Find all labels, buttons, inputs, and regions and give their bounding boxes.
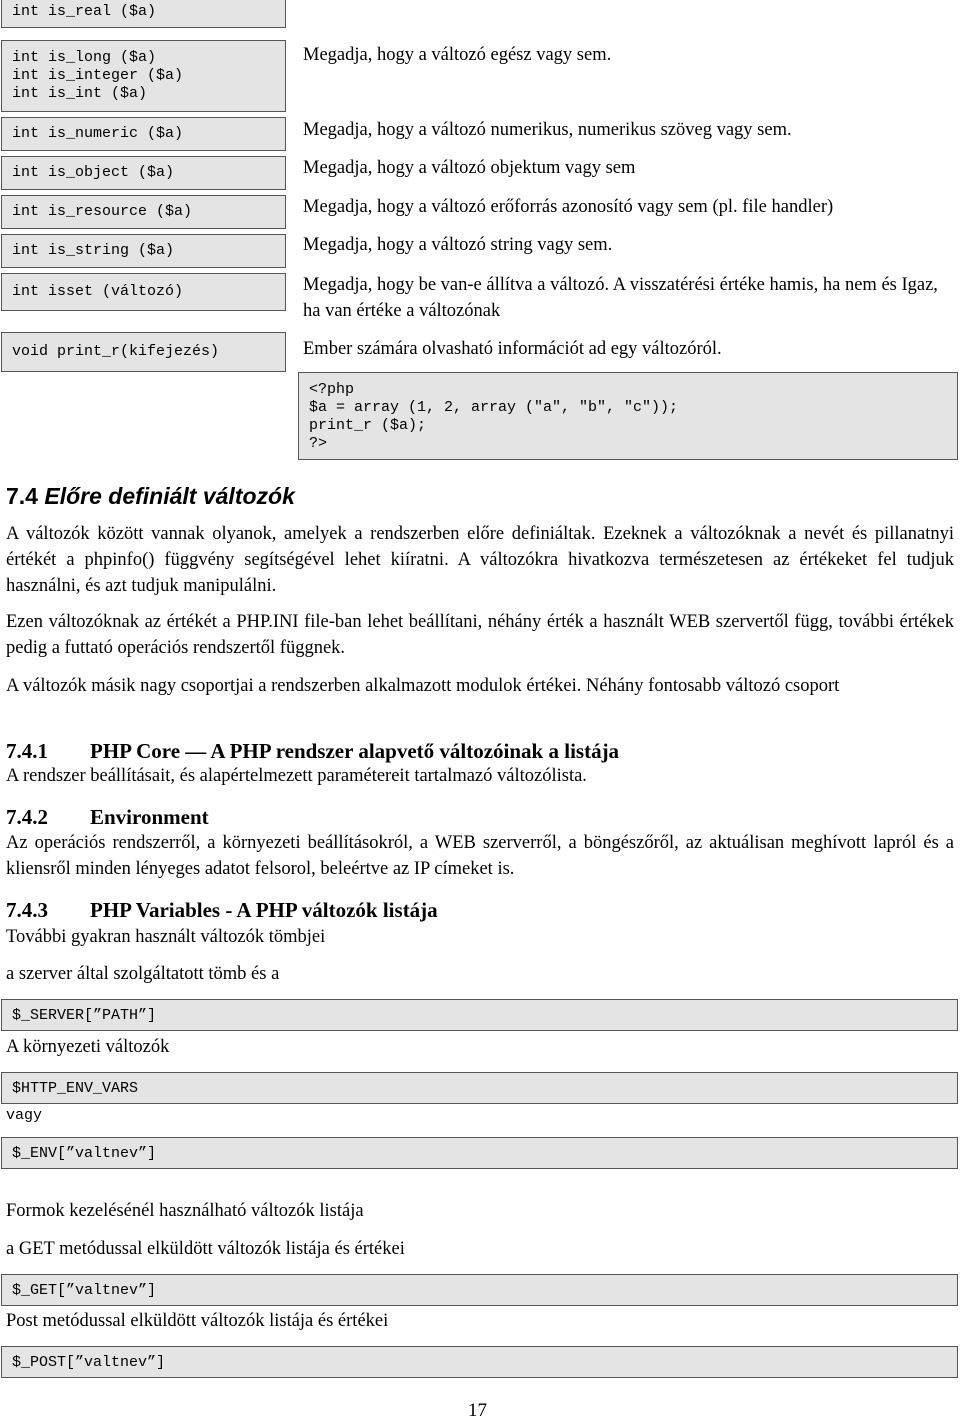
- function-signature: int is_int ($a): [12, 85, 148, 102]
- subsection-heading: [6, 738, 619, 764]
- paragraph: További gyakran használt változók tömbjei: [6, 927, 326, 947]
- paragraph: Post metódussal elküldött változók listája és értékei: [6, 1311, 389, 1331]
- code-line: <?php: [309, 381, 355, 398]
- paragraph: A változók másik nagy csoportjai a rendszerben alkalmazott modulok értékei. Néhány fontosabb változó csoport: [6, 676, 840, 696]
- function-signature-cell: [1, 40, 286, 112]
- paragraph: Formok kezelésénél használható változók listája: [6, 1201, 364, 1221]
- code-box: [1, 1274, 958, 1306]
- code-line: print_r ($a);: [309, 417, 427, 434]
- section-heading: [6, 483, 295, 510]
- subsection-number: 7.4.1: [6, 739, 48, 763]
- function-signature: int is_string ($a): [12, 242, 175, 259]
- function-signature: void print_r(kifejezés): [12, 343, 220, 360]
- page-number: 17: [468, 1400, 487, 1421]
- section-number: 7.4: [6, 483, 38, 509]
- code-box: [1, 1346, 958, 1378]
- function-signature-cell: [1, 195, 286, 229]
- code-line: $_GET[”valtnev”]: [12, 1282, 157, 1299]
- code-box: [1, 1137, 958, 1169]
- code-line: $_POST[”valtnev”]: [12, 1354, 166, 1371]
- function-signature-cell: [1, 117, 286, 151]
- code-example: [298, 372, 958, 460]
- code-line: $_ENV[”valtnev”]: [12, 1145, 157, 1162]
- function-description: Megadja, hogy a változó string vagy sem.: [303, 235, 613, 255]
- paragraph: Az operációs rendszerről, a környezeti beállításokról, a WEB szerverről, a böngészőről, az aktuálisan meghívott lapról és a kliensről minden lényeges adatot felsorol, beleértve az IP címeket is.: [6, 833, 954, 879]
- paragraph: A környezeti változók: [6, 1037, 170, 1057]
- function-signature: int isset (változó): [12, 283, 184, 300]
- function-signature: int is_long ($a): [12, 49, 157, 66]
- paragraph: A változók között vannak olyanok, amelyek a rendszerben előre definiáltak. Ezeknek a változóknak a nevét és pillanatnyi értékét a phpinfo() függvény segítségével lehet kiíratni. A változókra hivatkozva természetesen az értékeket fel tudjuk használni, és azt tudjuk manipulálni.: [6, 524, 954, 596]
- code-line: $_SERVER[”PATH”]: [12, 1007, 157, 1024]
- function-description: Megadja, hogy a változó numerikus, numerikus szöveg vagy sem.: [303, 120, 792, 140]
- subsection-number: 7.4.2: [6, 805, 48, 829]
- paragraph: A rendszer beállításait, és alapértelmezett paramétereit tartalmazó változólista.: [6, 766, 587, 786]
- code-box: [1, 1072, 958, 1104]
- paragraph: vagy: [6, 1107, 43, 1124]
- function-signature: int is_resource ($a): [12, 203, 193, 220]
- paragraph: a szerver által szolgáltatott tömb és a: [6, 964, 280, 984]
- subsection-title: PHP Core — A PHP rendszer alapvető változóinak a listája: [90, 739, 620, 763]
- code-box: [1, 999, 958, 1031]
- subsection-heading: [6, 897, 438, 923]
- subsection-heading: [6, 804, 209, 830]
- function-signature-cell: [1, 156, 286, 190]
- function-description: Megadja, hogy a változó erőforrás azonosító vagy sem (pl. file handler): [303, 197, 834, 217]
- paragraph: Ezen változóknak az értékét a PHP.INI file-ban lehet beállítani, néhány érték a használt WEB szervertől függ, további értékek pedig a futtató operációs rendszertől függnek.: [6, 612, 954, 658]
- function-signature-cell: [1, 234, 286, 268]
- function-signature: int is_object ($a): [12, 164, 175, 181]
- subsection-title: Environment: [90, 805, 209, 829]
- function-description: Megadja, hogy be van-e állítva a változó. A visszatérési értéke hamis, ha nem és Igaz, ha van értéke a változónak: [303, 275, 938, 321]
- function-signature: int is_integer ($a): [12, 67, 184, 84]
- function-description: Megadja, hogy a változó objektum vagy sem: [303, 158, 636, 178]
- code-line: ?>: [309, 435, 328, 452]
- paragraph: a GET metódussal elküldött változók listája és értékei: [6, 1239, 405, 1259]
- function-signature-cell: [1, 273, 286, 311]
- function-signature-cell: [1, 332, 286, 372]
- function-signature: int is_real ($a): [12, 3, 157, 20]
- code-line: $a = array (1, 2, array ("a", "b", "c"));: [309, 399, 679, 416]
- subsection-title: PHP Variables - A PHP változók listája: [90, 898, 438, 922]
- function-description: Ember számára olvasható információt ad egy változóról.: [303, 339, 722, 359]
- function-signature: int is_numeric ($a): [12, 125, 184, 142]
- function-signature-cell: [1, 0, 286, 28]
- code-line: $HTTP_ENV_VARS: [12, 1080, 139, 1097]
- subsection-number: 7.4.3: [6, 898, 48, 922]
- function-description: Megadja, hogy a változó egész vagy sem.: [303, 45, 612, 65]
- section-title: Előre definiált változók: [44, 483, 295, 509]
